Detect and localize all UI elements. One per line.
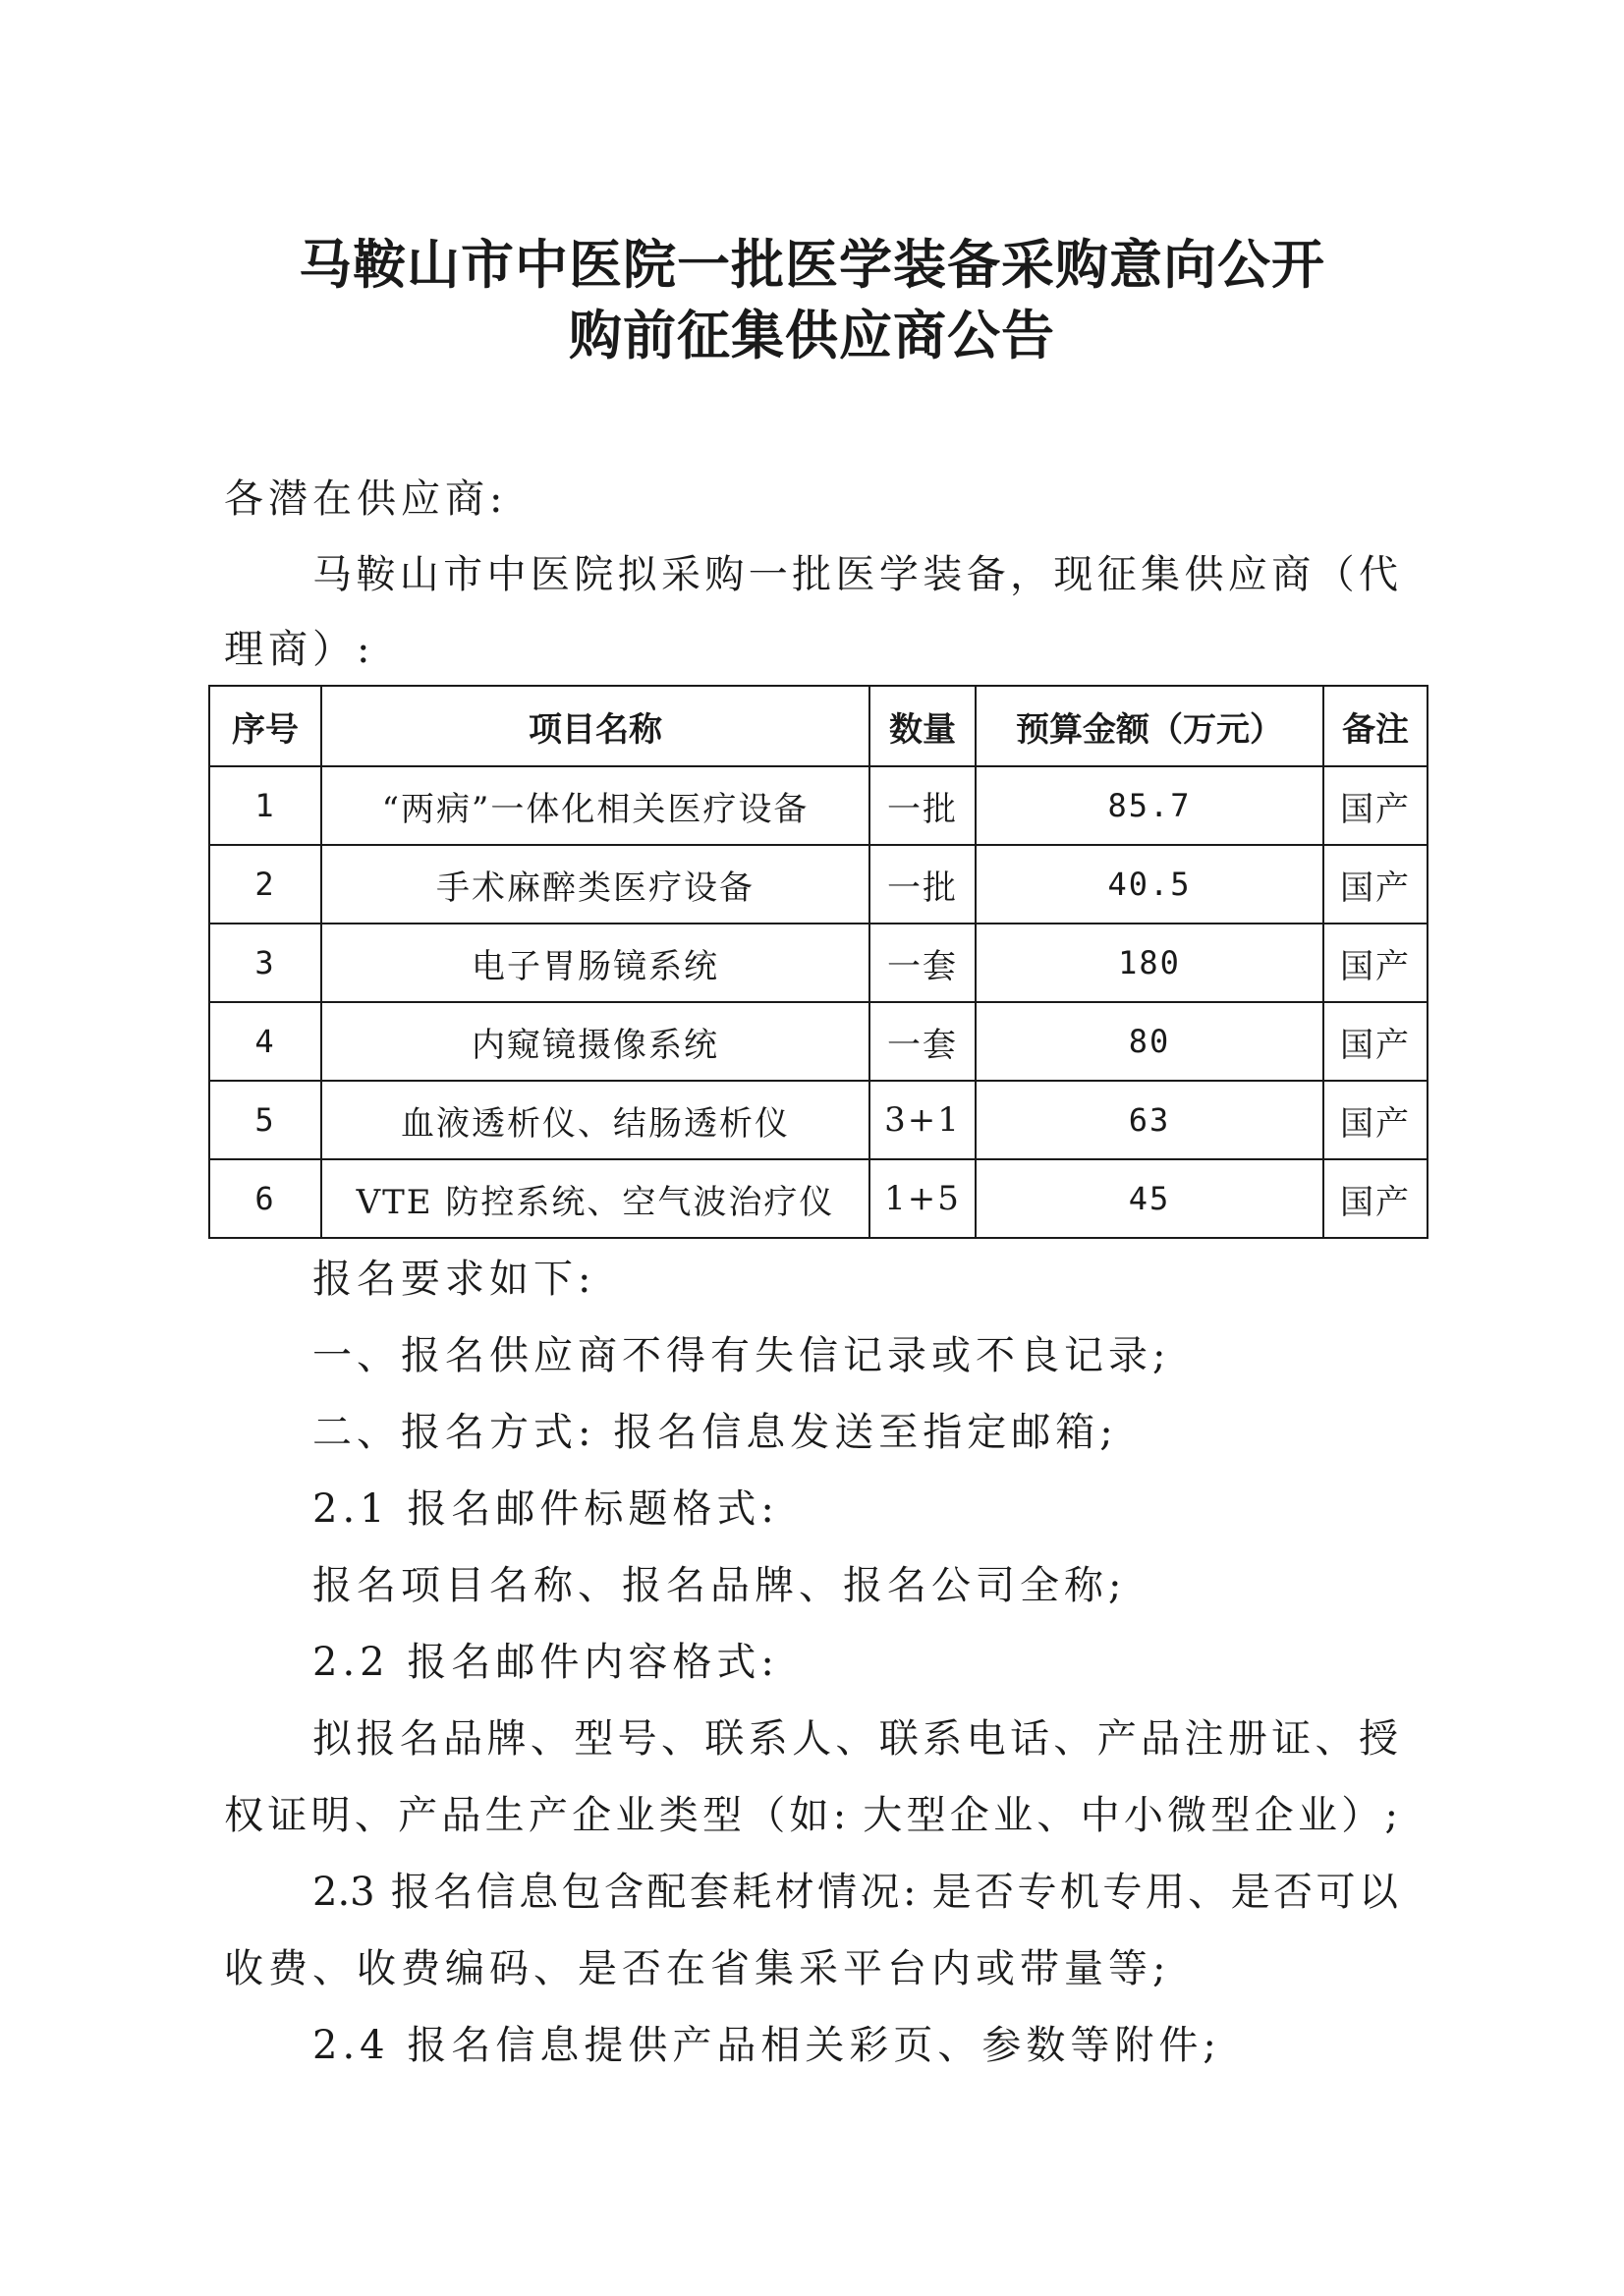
requirement-2-2-line-2: 权证明、产品生产企业类型（如: 大型企业、中小微型企业）; <box>224 1793 1398 1838</box>
table-row <box>209 1081 1428 1159</box>
header-item-name: 项目名称 <box>321 686 869 766</box>
table-row <box>209 924 1428 1002</box>
intro-line-2: 理商）: <box>224 627 375 672</box>
row-serial: 2 <box>209 845 321 924</box>
document-title-line-2: 购前征集供应商公告 <box>569 305 1055 366</box>
row-budget: 180 <box>976 924 1323 1002</box>
document-title-line-1: 马鞍山市中医院一批医学装备采购意向公开 <box>299 234 1325 296</box>
header-serial: 序号 <box>209 686 321 766</box>
row-quantity: 一批 <box>869 766 976 845</box>
row-note: 国产 <box>1323 1159 1428 1238</box>
row-budget: 40.5 <box>976 845 1323 924</box>
row-quantity: 3+1 <box>869 1081 976 1159</box>
requirement-2-3-line-2: 收费、收费编码、是否在省集采平台内或带量等; <box>224 1946 1171 1991</box>
row-note: 国产 <box>1323 766 1428 845</box>
row-item-name: 内窥镜摄像系统 <box>321 1002 869 1081</box>
requirements-heading: 报名要求如下: <box>312 1257 596 1302</box>
table-header-row <box>209 686 1428 766</box>
requirement-item-2: 二、报名方式: 报名信息发送至指定邮箱; <box>312 1410 1118 1455</box>
row-quantity: 1+5 <box>869 1159 976 1238</box>
requirement-item-1: 一、报名供应商不得有失信记录或不良记录; <box>312 1333 1171 1378</box>
row-quantity: 一套 <box>869 924 976 1002</box>
row-item-name: VTE 防控系统、空气波治疗仪 <box>321 1159 869 1238</box>
row-serial: 6 <box>209 1159 321 1238</box>
requirement-2-2-label: 2.2 报名邮件内容格式: <box>312 1640 779 1685</box>
row-budget: 85.7 <box>976 766 1323 845</box>
row-note: 国产 <box>1323 1002 1428 1081</box>
row-quantity: 一批 <box>869 845 976 924</box>
table-row <box>209 1002 1428 1081</box>
row-serial: 5 <box>209 1081 321 1159</box>
salutation: 各潜在供应商: <box>224 476 508 522</box>
row-serial: 1 <box>209 766 321 845</box>
requirement-2-1-value: 报名项目名称、报名品牌、报名公司全称; <box>312 1563 1127 1608</box>
requirement-2-3-line-1: 2.3 报名信息包含配套耗材情况: 是否专机专用、是否可以 <box>312 1870 1398 1915</box>
header-budget: 预算金额（万元） <box>976 686 1323 766</box>
table-row <box>209 1159 1428 1238</box>
row-note: 国产 <box>1323 1081 1428 1159</box>
requirement-2-1-label: 2.1 报名邮件标题格式: <box>312 1486 779 1532</box>
table-row <box>209 766 1428 845</box>
procurement-table <box>208 685 1428 1239</box>
row-quantity: 一套 <box>869 1002 976 1081</box>
table-row <box>209 845 1428 924</box>
intro-line-1: 马鞍山市中医院拟采购一批医学装备，现征集供应商（代 <box>312 552 1398 597</box>
row-serial: 4 <box>209 1002 321 1081</box>
row-budget: 80 <box>976 1002 1323 1081</box>
header-quantity: 数量 <box>869 686 976 766</box>
row-item-name: 电子胃肠镜系统 <box>321 924 869 1002</box>
row-item-name: “两病”一体化相关医疗设备 <box>321 766 869 845</box>
requirement-2-4: 2.4 报名信息提供产品相关彩页、参数等附件; <box>312 2023 1221 2068</box>
row-serial: 3 <box>209 924 321 1002</box>
row-note: 国产 <box>1323 845 1428 924</box>
row-budget: 45 <box>976 1159 1323 1238</box>
row-item-name: 血液透析仪、结肠透析仪 <box>321 1081 869 1159</box>
row-budget: 63 <box>976 1081 1323 1159</box>
requirement-2-2-line-1: 拟报名品牌、型号、联系人、联系电话、产品注册证、授 <box>312 1716 1398 1762</box>
row-item-name: 手术麻醉类医疗设备 <box>321 845 869 924</box>
row-note: 国产 <box>1323 924 1428 1002</box>
header-note: 备注 <box>1323 686 1428 766</box>
